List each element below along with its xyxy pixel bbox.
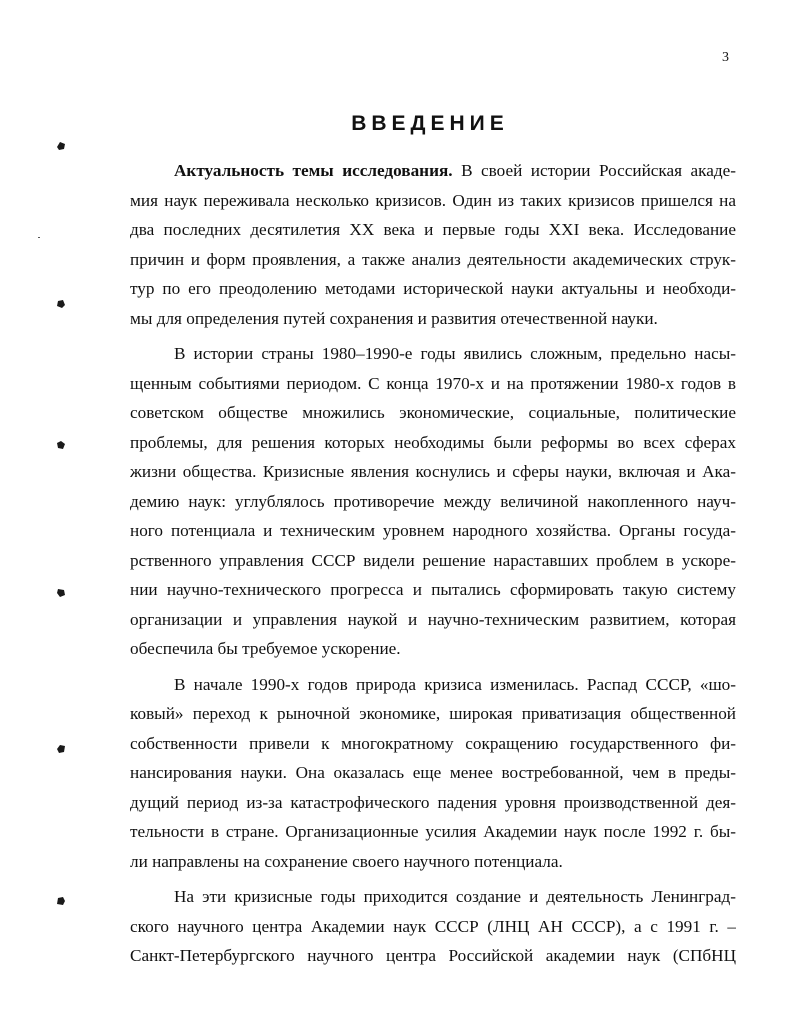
text-line: собственности привели к многократному сокращению государственного фи- xyxy=(130,733,736,753)
text-line: В истории страны 1980–1990-е годы явились сложным, предельно насы- xyxy=(174,344,736,363)
text-line: проблемы, для решения которых необходимы были реформы во всех сферах xyxy=(130,432,736,452)
binding-hole-mark-icon xyxy=(56,744,66,754)
text-line: мия наук переживала несколько кризисов. Один из таких кризисов пришелся на xyxy=(130,190,736,210)
paragraph xyxy=(130,670,736,877)
page-title: ВВЕДЕНИЕ xyxy=(351,112,509,135)
text-line: дущий период из-за катастрофического падения уровня производственной дея- xyxy=(130,792,736,812)
paragraph xyxy=(130,339,736,664)
text-line: мы для определения путей сохранения и развития отечественной науки. xyxy=(130,308,658,328)
binding-hole-mark-icon xyxy=(56,299,66,309)
text-line: щенным событиями периодом. С конца 1970-х и на протяжении 1980-х годов в xyxy=(130,373,736,393)
binding-hole-mark-icon xyxy=(56,588,66,598)
text-line: тельности в стране. Организационные усилия Академии наук после 1992 г. бы- xyxy=(130,822,736,841)
text-line: демию наук: углублялось противоречие между величиной накопленного науч- xyxy=(130,491,736,511)
paragraph xyxy=(130,882,736,971)
paragraph xyxy=(130,156,736,333)
text-line: ского научного центра Академии наук СССР (ЛНЦ АН СССР), а с 1991 г. – xyxy=(130,916,736,936)
text-line: жизни общества. Кризисные явления коснулись и сферы науки, включая и Ака- xyxy=(130,462,736,481)
text-line: причин и форм проявления, а также анализ деятельности академических струк- xyxy=(130,249,736,269)
text-line: два последних десятилетия XX века и первые годы XXI века. Исследование xyxy=(130,220,736,239)
text-line: обеспечила бы требуемое ускорение. xyxy=(130,639,401,658)
text-line: рственного управления СССР видели решение нараставших проблем в ускоре- xyxy=(130,550,736,570)
text-line: советском обществе множились экономические, социальные, политические xyxy=(130,403,736,422)
text-line: ковый» переход к рыночной экономике, широкая приватизация общественной xyxy=(130,704,736,723)
text-line: Актуальность темы исследования. В своей истории Российская акаде- xyxy=(174,161,736,180)
text-line: нии научно-технического прогресса и пытались сформировать такую систему xyxy=(130,580,736,599)
page-number: 3 xyxy=(722,50,729,65)
text-line: ли направлены на сохранение своего научного потенциала. xyxy=(130,851,563,871)
text-line: На эти кризисные годы приходится создание и деятельность Ленинград- xyxy=(174,887,736,906)
text-line: ного потенциала и техническим уровнем народного хозяйства. Органы госуда- xyxy=(130,521,736,540)
section-lead: Актуальность темы исследования. xyxy=(174,161,453,180)
text-line: В начале 1990-х годов природа кризиса изменилась. Распад СССР, «шо- xyxy=(174,674,736,694)
binding-hole-mark-icon xyxy=(56,896,66,906)
binding-hole-mark-icon xyxy=(56,440,66,450)
binding-hole-mark-icon xyxy=(56,141,66,151)
text-line: тур по его преодолению методами исторической науки актуальны и необходи- xyxy=(130,279,736,298)
text-line: нансирования науки. Она оказалась еще менее востребованной, чем в преды- xyxy=(130,763,736,782)
text-line: Санкт-Петербургского научного центра Российской академии наук (СПбНЦ xyxy=(130,946,736,965)
scan-speck xyxy=(38,237,40,238)
text-line: организации и управления наукой и научно-техническим развитием, которая xyxy=(130,609,736,629)
document-body xyxy=(130,156,736,977)
